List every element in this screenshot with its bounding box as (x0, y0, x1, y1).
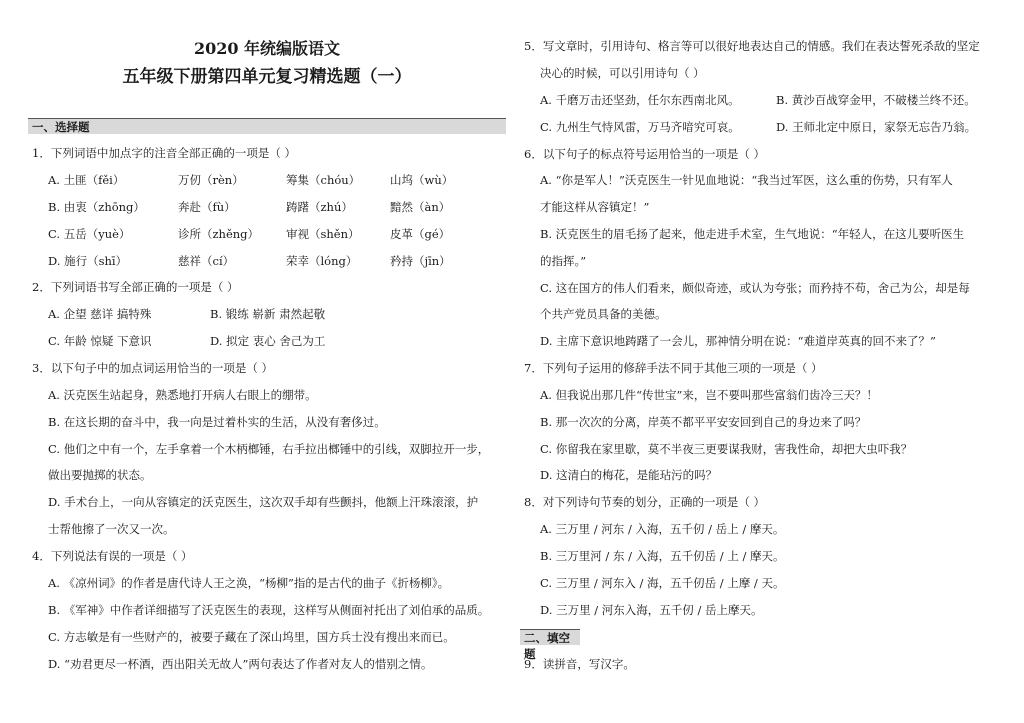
q1-option-b4: 黯然（àn） (390, 200, 451, 214)
q2-option-a: A. 企望 慈详 搞特殊 (48, 307, 152, 321)
q5-option-b: B. 黄沙百战穿金甲，不破楼兰终不还。 (776, 93, 976, 107)
q6-option-c-cont: 个共产党员具备的美德。 (540, 307, 667, 321)
q4-option-d: D. “劝君更尽一杯酒，西出阳关无故人”两句表达了作者对友人的惜别之情。 (48, 657, 433, 671)
q3-option-b: B. 在这长期的奋斗中，我一向是过着朴实的生活，从没有奢侈过。 (48, 415, 386, 429)
q1-option-a4: 山坞（wù） (390, 173, 454, 187)
q6-option-a: A. “你是军人！”沃克医生一针见血地说：“我当过军医，这么重的伤势，只有军人 (540, 173, 953, 187)
q1-option-c3: 审视（shěn） (286, 227, 360, 241)
q4-option-b: B. 《军神》中作者详细描写了沃克医生的表现，这样写从侧面衬托出了刘伯承的品质。 (48, 603, 490, 617)
q8-option-c: C. 三万里 / 河东入 / 海，五千仞岳 / 上摩 / 天。 (540, 576, 785, 590)
q3-option-d: D. 手术台上，一向从容镇定的沃克医生，这次双手却有些颤抖，他额上汗珠滚滚，护 (48, 495, 479, 509)
section-heading-fill: 二、填空题 (520, 629, 580, 645)
q7-option-a: A. 但我说出那几件“传世宝”来，岂不要叫那些富翁们齿冷三天？！ (540, 388, 878, 402)
question-6-stem: 6．以下句子的标点符号运用恰当的一项是（ ） (524, 147, 765, 161)
q7-option-b: B. 那一次次的分离，岸英不都平平安安回到自己的身边来了吗？ (540, 415, 867, 429)
question-5-stem-cont: 决心的时候，可以引用诗句（ ） (540, 66, 705, 80)
q6-option-a-cont: 才能这样从容镇定！” (540, 200, 650, 214)
q3-option-d-cont: 士帮他擦了一次又一次。 (48, 522, 175, 536)
q2-option-b: B. 锻练 崭新 肃然起敬 (210, 307, 326, 321)
q1-option-d1: D. 施行（shī） (48, 254, 128, 268)
q2-option-d: D. 拟定 衷心 舍己为工 (210, 334, 326, 348)
question-3-stem: 3．以下句子中的加点词运用恰当的一项是（ ） (32, 361, 273, 375)
q1-option-a1: A. 土匪（fěi） (48, 173, 125, 187)
q1-option-b3: 踌躇（zhú） (286, 200, 353, 214)
q1-option-a2: 万仞（rèn） (178, 173, 244, 187)
section-heading-choice: 一、选择题 (28, 118, 506, 134)
q1-option-d2: 慈祥（cí） (178, 254, 235, 268)
q7-option-d: D. 这清白的梅花，是能玷污的吗？ (540, 468, 718, 482)
q1-option-d4: 矜持（jīn） (390, 254, 451, 268)
page-subtitle: 五年级下册第四单元复习精选题（一） (122, 67, 412, 87)
question-5-stem: 5．写文章时，引用诗句、格言等可以很好地表达自己的情感。我们在表达誓死杀敌的坚定 (524, 39, 980, 53)
q4-option-a: A. 《凉州词》的作者是唐代诗人王之涣，“杨柳”指的是古代的曲子《折杨柳》。 (48, 576, 450, 590)
q3-option-c-cont: 做出要抛掷的状态。 (48, 468, 152, 482)
q5-option-c: C. 九州生气恃风雷，万马齐喑究可哀。 (540, 120, 740, 134)
q1-option-c2: 诊所（zhěng） (178, 227, 260, 241)
q1-option-b2: 奔赴（fù） (178, 200, 236, 214)
q3-option-a: A. 沃克医生站起身，熟悉地打开病人右眼上的绷带。 (48, 388, 317, 402)
q1-option-a3: 筹集（chóu） (286, 173, 361, 187)
q5-option-d: D. 王师北定中原日，家祭无忘告乃翁。 (776, 120, 977, 134)
q6-option-c: C. 这在国方的伟人们看来，颇似奇迹，或认为夸张；而矜持不苟，舍己为公，却是每 (540, 281, 970, 295)
q8-option-b: B. 三万里河 / 东 / 入海，五千仞岳 / 上 / 摩天。 (540, 549, 785, 563)
q1-option-b1: B. 由衷（zhōng） (48, 200, 145, 214)
q6-option-b: B. 沃克医生的眉毛扬了起来，他走进手术室，生气地说：“年轻人，在这儿要听医生 (540, 227, 965, 241)
question-2-stem: 2．下列词语书写全部正确的一项是（ ） (32, 280, 239, 294)
q5-option-a: A. 千磨万击还坚劲，任尔东西南北风。 (540, 93, 740, 107)
question-9-stem: 9．读拼音，写汉字。 (524, 657, 635, 671)
q3-option-c: C. 他们之中有一个，左手拿着一个木柄榔锤，右手拉出榔锤中的引线，双脚拉开一步， (48, 442, 490, 456)
q4-option-c: C. 方志敏是有一些财产的，被要子藏在了深山坞里，国方兵士没有搜出来而已。 (48, 630, 455, 644)
q1-option-c1: C. 五岳（yuè） (48, 227, 131, 241)
q6-option-b-cont: 的指挥。” (540, 254, 587, 268)
question-1-stem: 1．下列词语中加点字的注音全部正确的一项是（ ） (32, 146, 296, 160)
question-7-stem: 7．下列句子运用的修辞手法不同于其他三项的一项是（ ） (524, 361, 823, 375)
q7-option-c: C. 你留我在家里歇，莫不半夜三更要谋我财，害我性命，却把大虫吓我？ (540, 442, 913, 456)
q6-option-d: D. 主席下意识地踌躇了一会儿，那神情分明在说：“难道岸英真的回不来了？” (540, 334, 936, 348)
q2-option-c: C. 年龄 惊疑 下意识 (48, 334, 152, 348)
q1-option-c4: 皮革（gé） (390, 227, 451, 241)
question-4-stem: 4．下列说法有误的一项是（ ） (32, 549, 193, 563)
page-title: 2020 年统编版语文 (193, 39, 341, 58)
question-8-stem: 8．对下列诗句节奏的划分，正确的一项是（ ） (524, 495, 765, 509)
q8-option-d: D. 三万里 / 河东入海，五千仞 / 岳上摩天。 (540, 603, 763, 617)
q1-option-d3: 荣幸（lóng） (286, 254, 358, 268)
q8-option-a: A. 三万里 / 河东 / 入海，五千仞 / 岳上 / 摩天。 (540, 522, 785, 536)
